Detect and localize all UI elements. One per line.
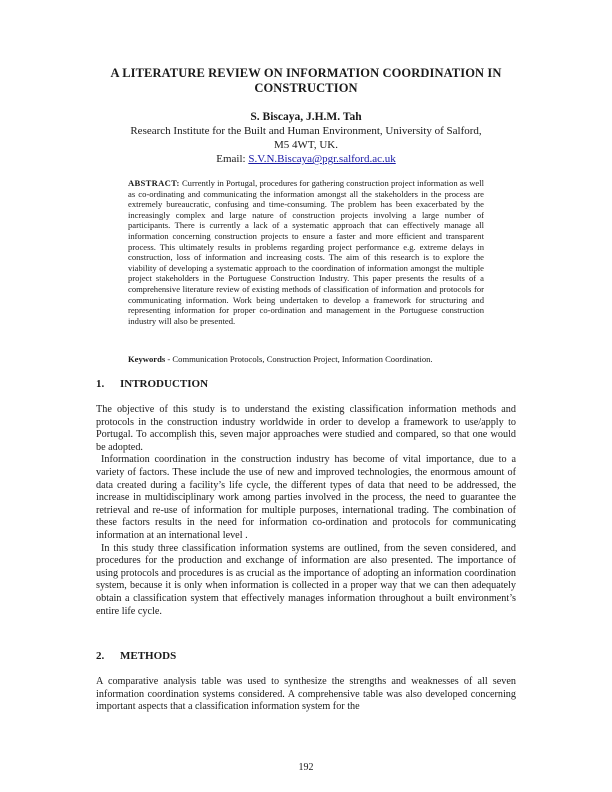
- affiliation-line-1: Research Institute for the Built and Human Environment, University of Salford,: [130, 125, 482, 137]
- keywords-label: Keywords: [128, 354, 166, 364]
- affiliation-line-2: M5 4WT, UK.: [274, 139, 338, 151]
- page-number: 192: [298, 762, 314, 773]
- methods-body: [96, 676, 516, 714]
- introduction-body: [96, 404, 516, 618]
- email-link[interactable]: S.V.N.Biscaya@pgr.salford.ac.uk: [248, 153, 396, 165]
- section-title: METHODS: [120, 650, 177, 662]
- email-label: Email:: [216, 153, 249, 165]
- paragraph: Information coordination in the construction industry has become of vital importance, due to a variety of factors. These include the use of new and improved technologies, the enormous amount of data created during a facility’s life cycle, the different types of data that need to be addressed, the increase in multidisciplinary work among parties involved in the process, the need to guarantee the retrieval and re-use of information for multiple purposes, international trading. The combination of these factors results in the need for information co-ordination and protocols for communicating information at an international level .: [96, 454, 516, 541]
- title-line-1: A LITERATURE REVIEW ON INFORMATION COORDINATION IN: [110, 66, 502, 80]
- title-line-2: CONSTRUCTION: [254, 81, 358, 95]
- paragraph: In this study three classification information systems are outlined, from the seven considered, and procedures for the production and exchange of information are also presented. The importance of using protocols and procedures is as crucial as the importance of adopting an information coordination system, because it is only when information is collected in a proper way that we can then adequately obtain a classification system that effectively manages information throughout a built environment’s entire life cycle.: [96, 542, 516, 617]
- section-title: INTRODUCTION: [120, 378, 209, 390]
- section-number: 1.: [96, 378, 105, 390]
- paragraph: A comparative analysis table was used to synthesize the strengths and weaknesses of all seven information coordination systems considered. A comprehensive table was also developed concerning important aspects that a classification information system for the: [96, 676, 516, 713]
- section-heading-methods: [96, 650, 176, 663]
- keywords-text: - Communication Protocols, Construction Project, Information Coordination.: [165, 354, 433, 364]
- section-heading-introduction: [96, 378, 208, 391]
- abstract-label: ABSTRACT:: [128, 178, 180, 188]
- paragraph: The objective of this study is to understand the existing classification information methods and protocols in the construction industry worldwide in order to develop a framework to use/apply to Portugal. To accomplish this, seven major approaches were studied and compared, so that one would be adopted.: [96, 404, 516, 453]
- keywords: [128, 354, 488, 365]
- affiliation: [96, 124, 516, 152]
- abstract-text: Currently in Portugal, procedures for gathering construction project information as well as co-ordinating and communicating the information amongst all the stakeholders in the process are extremely bureaucratic, confusing and time-consuming. The problem has been exacerbated by the increasingly complex and large nature of construction projects involving a large number of participants. There is currently a lack of a systematic approach that can effectively manage all information concerning construction projects to ensure a faster and more efficient and transparent process. This ultimately results in problems regarding project performance e.g. extreme delays in construction, loss of information and increasing costs. The aim of this research is to explore the viability of developing a systematic approach to the coordination of information amongst the multiple project stakeholders in the Portuguese Construction Industry. This paper presents the results of a comprehensive literature review of existing methods of classification of information and protocols for communicating information. Work being undertaken to develop a framework for structuring and representing information for proper co-ordination and management in the Portuguese construction industry will also be presented.: [128, 178, 484, 326]
- email-line: [96, 152, 516, 166]
- author-names: S. Biscaya, J.H.M. Tah: [250, 111, 362, 123]
- paper-title: [96, 66, 516, 96]
- abstract: [128, 178, 484, 326]
- section-number: 2.: [96, 650, 105, 662]
